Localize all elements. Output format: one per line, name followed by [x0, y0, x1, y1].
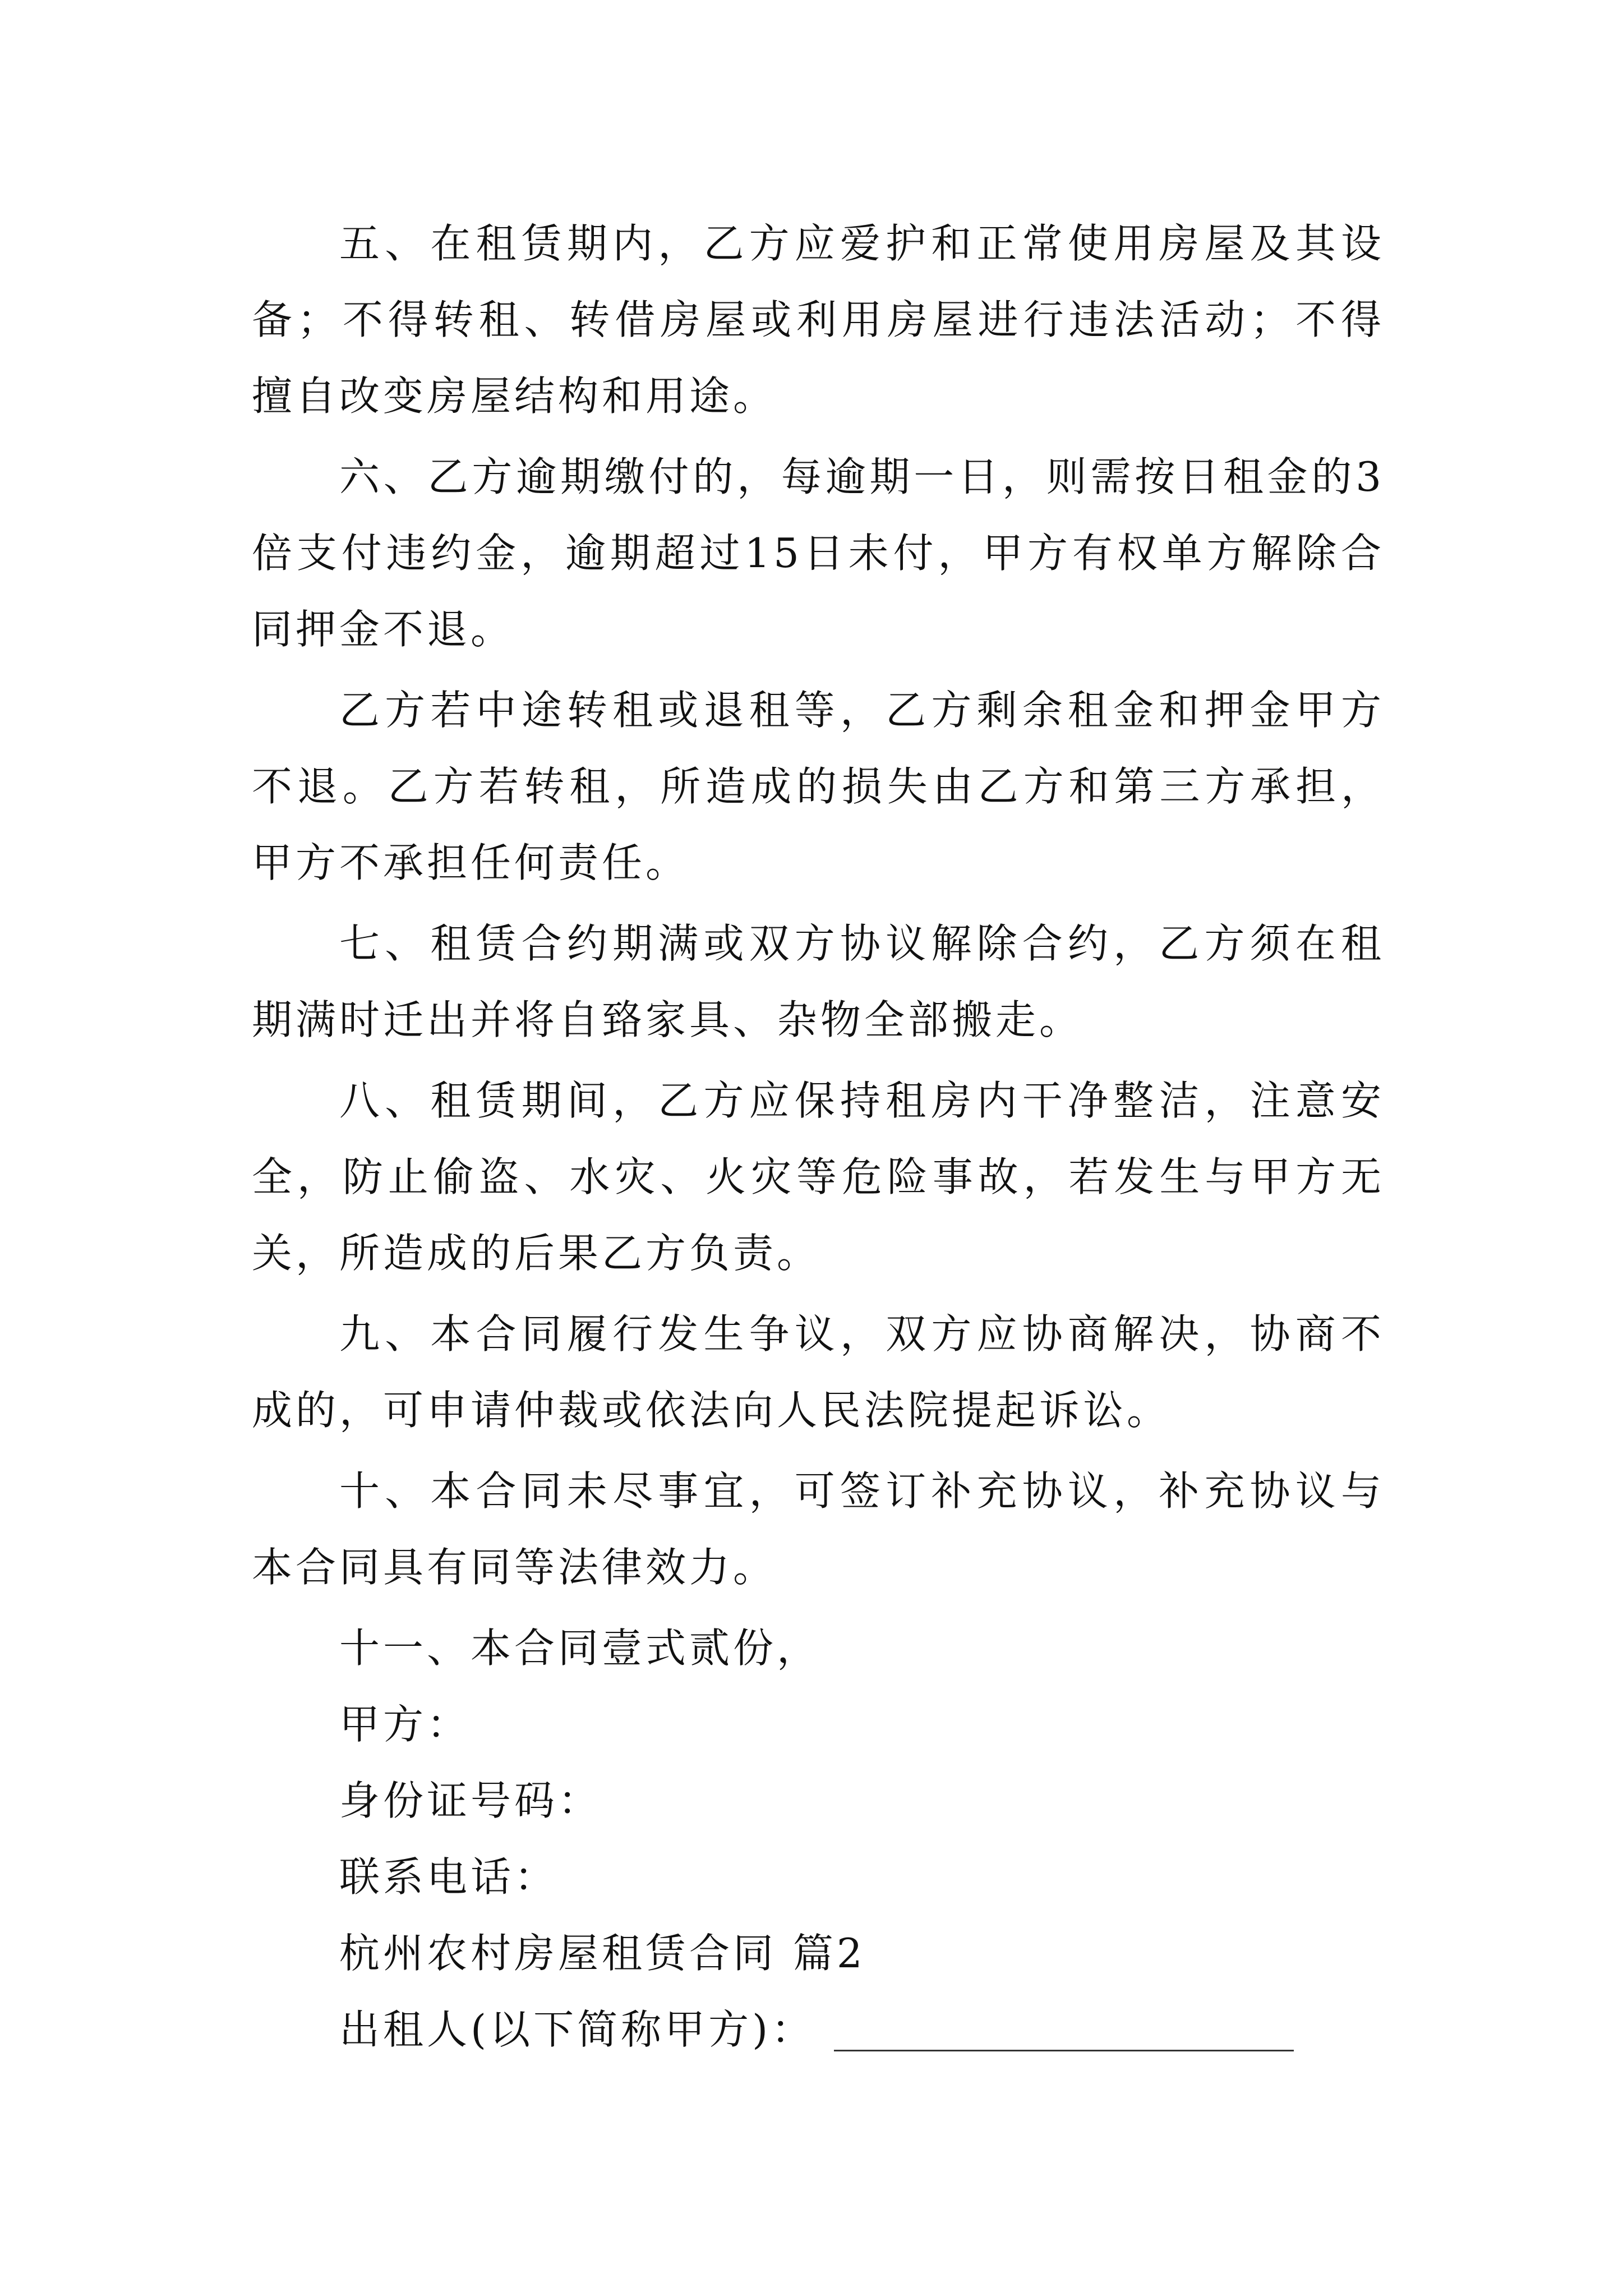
- clause-5: 五、在租赁期内，乙方应爱护和正常使用房屋及其设备；不得转租、转借房屋或利用房屋进行违法活动；不得擅自改变房屋结构和用途。: [252, 220, 1385, 420]
- party-a-label: 甲方：: [339, 1701, 471, 1748]
- lessor-row: [252, 1991, 1385, 2068]
- clause-6-continued: 乙方若中途转租或退租等，乙方剩余租金和押金甲方不退。乙方若转租，所造成的损失由乙方和第三方承担，甲方不承担任何责任。: [252, 687, 1385, 886]
- section-title: 杭州农村房屋租赁合同 篇2: [339, 1930, 866, 1977]
- phone-label: 联系电话：: [339, 1853, 559, 1901]
- clause-6: 六、乙方逾期缴付的，每逾期一日，则需按日租金的3倍支付违约金，逾期超过15日未付，甲方有权单方解除合同押金不退。: [252, 453, 1385, 653]
- contract-text: [252, 205, 1385, 2068]
- clause-9: 九、本合同履行发生争议，双方应协商解决，协商不成的，可申请仲裁或依法向人民法院提起诉讼。: [252, 1310, 1385, 1434]
- clause-11: 十一、本合同壹式贰份，: [339, 1625, 821, 1672]
- clause-7: 七、租赁合约期满或双方协议解除合约，乙方须在租期满时迁出并将自臵家具、杂物全部搬走。: [252, 920, 1385, 1043]
- lessor-label: 出租人(以下简称甲方)：: [339, 2006, 815, 2053]
- clause-10: 十、本合同未尽事宜，可签订补充协议，补充协议与本合同具有同等法律效力。: [252, 1467, 1385, 1591]
- id-number-label: 身份证号码：: [339, 1777, 602, 1824]
- lessor-blank-line: [834, 2050, 1294, 2051]
- clause-8: 八、租赁期间，乙方应保持租房内干净整洁，注意安全，防止偷盗、水灾、火灾等危险事故，若发生与甲方无关，所造成的后果乙方负责。: [252, 1077, 1385, 1277]
